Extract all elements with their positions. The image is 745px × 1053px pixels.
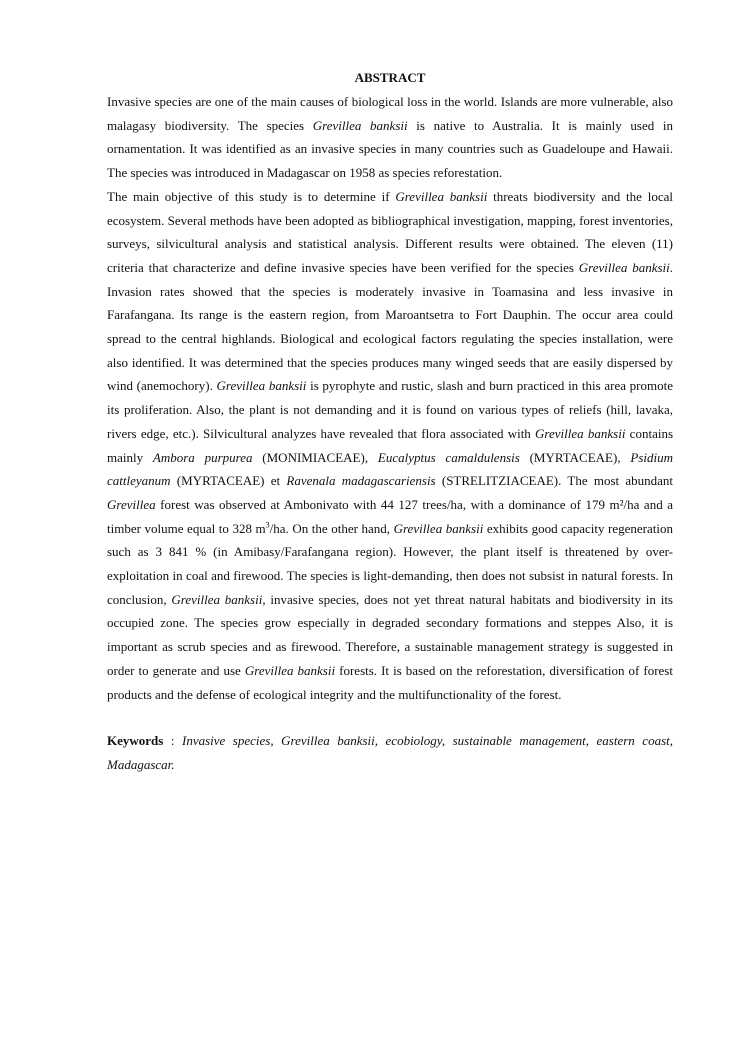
keywords-separator: : (163, 733, 182, 749)
text-run: is pyrophyte and rustic, slash and burn practiced in this area promote its proliferation. Also, the plant is not demanding and it is found on various types of reliefs (hill, lavaka, rivers edge, etc.). Silvicultural analyzes have revealed that flora associated with (107, 378, 673, 441)
species-name: Grevillea (107, 496, 156, 512)
abstract-title: ABSTRACT (354, 70, 426, 85)
text-run: (STRELITZIACEAE). The most abundant (435, 473, 674, 489)
text-run: contains mainly (107, 425, 674, 465)
text-run: (MYRTACEAE) et (170, 473, 287, 489)
abstract-page (107, 66, 673, 777)
keywords-list: Invasive species, Grevillea banksii, ecobiology, sustainable management, eastern coast, Madagascar. (107, 733, 673, 772)
text-run: (MONIMIACEAE), (252, 449, 378, 465)
species-name: Grevillea banksii (535, 425, 626, 441)
keywords-label: Keywords (107, 733, 164, 749)
species-name: Ambora purpurea (152, 449, 253, 465)
abstract-body (107, 90, 673, 706)
species-name: Grevillea banksii (216, 378, 307, 394)
text-run: is native to Australia. It is mainly used in ornamentation. It was identified as an invasive species in many countries such as Guadeloupe and Hawaii. The species was introduced in Madagascar on 1958 as species reforestation. (107, 117, 674, 181)
text-run: forest was observed at Ambonivato with 44 127 trees/ha, with a dominance of 179 m²/ha and a timber volume equal to 328 m (107, 496, 673, 536)
text-run: threats biodiversity and the local ecosystem. Several methods have been adopted as bibliographical investigation, mapping, forest inventories, surveys, silvicultural analysis and statistical analysis. Different results were obtained. The eleven (11) criteria that characterize and define invasive species have been verified for the species (107, 188, 673, 275)
species-name: Grevillea banksii (578, 259, 670, 275)
species-name: Grevillea banksii (171, 591, 263, 607)
keywords-section (107, 729, 673, 776)
species-name: Eucalyptus camaldulensis (377, 449, 520, 465)
species-name: Grevillea banksii (393, 520, 484, 536)
species-name: Ravenala madagascariensis (286, 473, 436, 489)
text-run: Invasive species are one of the main causes of biological loss in the world. Islands are more vulnerable, also malagasy biodiversity. The species (107, 94, 673, 133)
text-run: forests. It is based on the reforestation, diversification of forest products and the defense of ecological integrity and the multifunctionality of the forest. (107, 662, 673, 702)
text-run: exhibits good capacity regeneration such as 3 841 % (in Amibasy/Farafangana region). However, the plant itself is threatened by over-exploitation in coal and firewood. The species is light-demanding, then does not subsist in natural forests. In conclusion, (107, 520, 673, 607)
text-run: /ha. On the other hand, (269, 520, 394, 536)
species-name: Psidium cattleyanum (107, 449, 673, 489)
species-name: Grevillea banksii (244, 662, 336, 678)
text-run: , invasive species, does not yet threat natural habitats and biodiversity in its occupied zone. The species grow especially in degraded secondary formations and steppes Also, it is important as scrub species and as firewood. Therefore, a sustainable management strategy is suggested in order to generate and use (107, 591, 673, 678)
abstract-paragraph-study (107, 185, 673, 706)
text-run: (MYRTACEAE), (519, 449, 631, 465)
text-run: . Invasion rates showed that the species is moderately invasive in Toamasina and less invasive in Farafangana. Its range is the eastern region, from Maroantsetra to Fort Dauphin. The occur area could spread to the central highlands. Biological and ecological factors regulating the species installation, were also identified. It was determined that the species produces many winged seeds that are easily dispersed by wind (anemochory). (107, 259, 674, 394)
superscript-exponent: 3 (265, 520, 270, 530)
text-run: The main objective of this study is to determine if (107, 188, 396, 204)
abstract-paragraph-intro (107, 90, 673, 185)
species-name: Grevillea banksii (312, 117, 408, 133)
species-name: Grevillea banksii (395, 188, 488, 204)
